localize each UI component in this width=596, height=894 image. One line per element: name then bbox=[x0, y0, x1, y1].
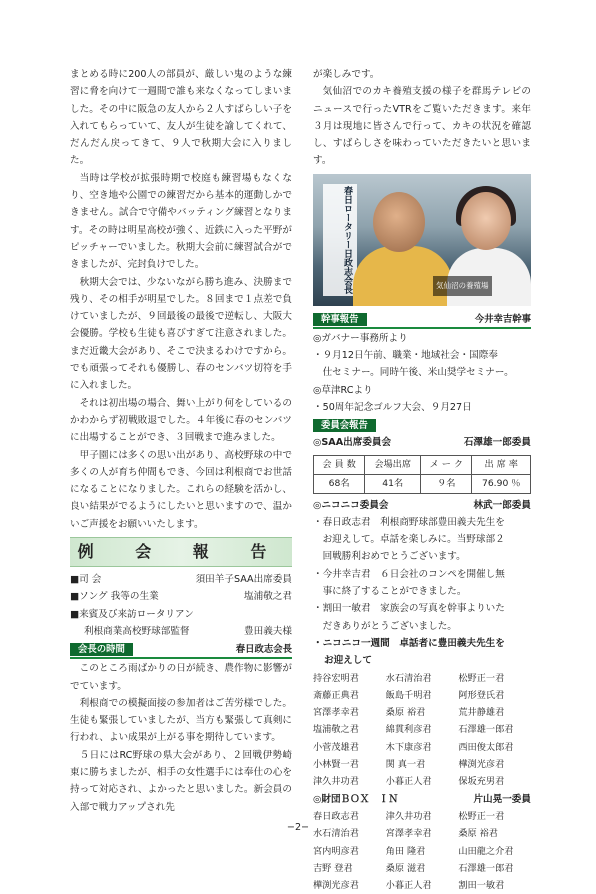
member-name: 津久井功君 bbox=[313, 776, 359, 788]
member-name: 荒井静雄君 bbox=[458, 707, 505, 719]
niko-line: ・今井幸吉君 ６日会社のコンペを開催し無 bbox=[313, 568, 505, 580]
left-paragraph-3: 秋期大会では、少ないながら勝ち進み、決勝まで残り、その相手が明星でした。８回まで１点差で負けていましたが、９回最後の最後で逆転し、大阪大会優勝。学校も生徒も喜びすぎて注意されました。まだ近畿大会があり、そこで決まるわけですから。でも頑張ってそれも優勝し、春のセンバツ切符を手に入れました。 bbox=[70, 276, 292, 392]
member-name: 宮内明彦君 bbox=[313, 845, 359, 857]
member-name: 角田 隆君 bbox=[385, 845, 426, 857]
attendance-header-cell: 会 員 数 bbox=[314, 455, 365, 474]
program-value: 塩浦敬之君 bbox=[244, 591, 292, 603]
member-name: 津久井功君 bbox=[385, 810, 432, 822]
left-paragraph-7: 利根商での模擬面接の参加者はご苦労様でした。生徒も緊張していましたが、当方も緊張して真剣に行われ、よい成果が上がる事を期待しています。 bbox=[70, 697, 292, 744]
attendance-value-cell: 68名 bbox=[314, 474, 365, 493]
member-name: 樺渕光彦君 bbox=[313, 880, 359, 892]
attendance-value-cell: ９名 bbox=[421, 474, 472, 493]
photo-vertical-caption: 春日ロータリー日政志会長 bbox=[323, 184, 357, 296]
secretary-report-tag: 幹事報告 bbox=[313, 313, 367, 326]
member-name: 石澤雄一郎君 bbox=[458, 724, 514, 736]
tv-news-photo bbox=[313, 174, 531, 306]
program-item-host bbox=[70, 571, 292, 588]
member-name: 石澤雄一郎君 bbox=[458, 862, 514, 874]
member-name: 小菅茂雄君 bbox=[313, 741, 359, 753]
member-name: 桑原 裕君 bbox=[385, 707, 426, 719]
niko-line: ・割田一敏君 家族会の写真を幹事よりいた bbox=[313, 603, 505, 615]
member-name: 吉野 登君 bbox=[313, 862, 353, 874]
meeting-report-banner: 例 会 報 告 bbox=[70, 537, 292, 567]
niko-line: 事に終了することができました。 bbox=[313, 586, 467, 598]
member-name: 木下康彦君 bbox=[385, 741, 432, 753]
program-value: 須田羊子SAA出席委員 bbox=[195, 574, 292, 586]
left-paragraph-8: ５日にはRC野球の県大会があり、２回戦伊勢崎東に勝ちましたが、相手の女性選手には奉仕の心を持って対応され、よかったと思いました。新会員の入部で戦力アップされ先 bbox=[70, 749, 292, 813]
left-column bbox=[70, 66, 292, 816]
member-name: 松野正一君 bbox=[458, 810, 505, 822]
member-name: 飯島千明君 bbox=[385, 689, 432, 701]
attendance-value-cell: 76.90 ％ bbox=[472, 474, 531, 493]
right-column bbox=[313, 66, 531, 894]
program-label: ■司 会 bbox=[70, 574, 102, 586]
program-value: 豊田義夫様 bbox=[244, 625, 292, 637]
left-paragraph-5: 甲子園には多くの思い出があり、高校野球の中で多くの人が育ち仲間もでき、今回は利根商でお世話になることになりました。これらの経験を活かし、良い結果がでるようにしたいと思いますので、温かいご声援をお願いいたします。 bbox=[70, 449, 292, 530]
member-name: 関 真一君 bbox=[385, 759, 426, 771]
attendance-value-row bbox=[314, 474, 531, 493]
member-name: 小林賢一君 bbox=[313, 759, 359, 771]
niko-committee-heading bbox=[313, 497, 531, 514]
secretary-name: 今井幸吉幹事 bbox=[474, 313, 531, 325]
program-label: 利根商業高校野球部監督 bbox=[84, 625, 190, 637]
page-number: −2− bbox=[286, 822, 310, 833]
attendance-header-cell: メ ー ク bbox=[421, 455, 472, 474]
photo-caption: 気仙沼の養殖場 bbox=[433, 276, 492, 295]
attendance-header-row bbox=[314, 455, 531, 474]
secretary-line: ◎ガバナー事務所より bbox=[313, 332, 408, 344]
president-name: 春日政志会長 bbox=[235, 644, 292, 656]
niko-line: だきありがとうございました。 bbox=[313, 620, 457, 632]
secretary-line: ・９月12日午前、職業・地域社会・国際奉 bbox=[313, 350, 498, 362]
saa-committee-heading bbox=[313, 434, 531, 451]
member-name: 西田俊太郎君 bbox=[458, 741, 514, 753]
photo-person-head bbox=[373, 192, 425, 252]
member-name: 阿形登氏君 bbox=[458, 689, 505, 701]
niko-line: お迎えして。卓話を楽しみに。当野球部２ bbox=[313, 534, 505, 546]
secretary-line: ・50周年記念ゴルフ大会、９月27日 bbox=[313, 401, 472, 413]
member-name: 宮澤孝幸君 bbox=[385, 828, 432, 840]
member-name: 小暮正人君 bbox=[385, 880, 432, 892]
secretary-report-header bbox=[313, 312, 531, 329]
foundation-box-member: 片山晃一委員 bbox=[473, 793, 531, 805]
member-name: 割田一敏君 bbox=[458, 880, 505, 892]
committee-report-header bbox=[313, 418, 531, 433]
niko-title: ◎ニコニコ委員会 bbox=[313, 499, 389, 511]
niko-line: ・春日政志君 利根商野球部豊田義夫先生を bbox=[313, 516, 505, 528]
secretary-line: 仕セミナー。同時午後、米山奨学セミナー。 bbox=[313, 367, 514, 379]
secretary-line: ◎草津RCより bbox=[313, 384, 373, 396]
member-name: 桑原 裕君 bbox=[458, 828, 498, 840]
attendance-header-cell: 会場出席 bbox=[365, 455, 421, 474]
niko-member: 林武一郎委員 bbox=[473, 499, 531, 511]
attendance-table bbox=[313, 455, 531, 494]
left-paragraph-2: 当時は学校が拡張時期で校庭も練習場もなくなり、空き地や公園での練習だから基本的運動しかできません。試合で守備やバッティング練習となります。その時は明星高校が強く、近鉄に入った平野がピッチャーでいました。秋期大会前に練習試合ができましたが、完封負けでした。 bbox=[70, 172, 292, 271]
member-name: 綿貫利彦君 bbox=[385, 724, 432, 736]
saa-title: ◎SAA出席委員会 bbox=[313, 437, 392, 449]
niko-line: 回戦勝利おめでとうございます。 bbox=[313, 551, 466, 563]
attendance-header-cell: 出 席 率 bbox=[472, 455, 531, 474]
president-time-header bbox=[70, 642, 292, 659]
member-name: 水石清治君 bbox=[313, 828, 359, 840]
program-label: ■来賓及び来訪ロータリアン bbox=[70, 608, 194, 620]
left-paragraph-6: このところ雨ばかりの日が続き、農作物に影響がでています。 bbox=[70, 663, 292, 692]
photo-girl-face bbox=[461, 192, 511, 250]
right-paragraph-2: 気仙沼でのカキ養殖支援の様子を群馬テレビのニュースで行ったVTRをご覧いただきます。来年３月は現地に皆さんで行って、カキの状況を確認し、すばらしさを味わっていただきたいと思います。 bbox=[313, 86, 531, 167]
member-name: 春日政志君 bbox=[313, 810, 359, 822]
member-name: 宮澤孝幸君 bbox=[313, 707, 359, 719]
left-paragraph-1: まとめる時に200人の部員が、厳しい鬼のような練習に脅を向けて一週間で誰も来なくなってしまいました。その中に阪急の友人から２人すばらしい子を入れてもらっていて、友人が生徒を諭してくれて、だんだん戻ってきて、９人で秋期大会に入りました。 bbox=[70, 69, 292, 167]
member-name: 塩浦敬之君 bbox=[313, 724, 359, 736]
member-name: 水石清治君 bbox=[385, 672, 432, 684]
niko-weekly-names bbox=[313, 670, 531, 791]
left-paragraph-4: それは初出場の場合、舞い上がり何をしているのかわからず初戦敗退でした。４年後に春のセンバツに出場することができ、３回戦まで進みました。 bbox=[70, 397, 292, 444]
member-name: 山田龍之介君 bbox=[458, 845, 514, 857]
member-name: 桑原 滋君 bbox=[385, 862, 426, 874]
committee-report-tag: 委員会報告 bbox=[313, 419, 376, 432]
member-name: 持谷宏明君 bbox=[313, 672, 359, 684]
member-name: 樺渕光彦君 bbox=[458, 759, 505, 771]
member-name: 保坂充男君 bbox=[458, 776, 505, 788]
saa-member: 石澤雄一郎委員 bbox=[463, 437, 531, 449]
niko-weekly-title-2: お迎えして bbox=[324, 655, 372, 667]
member-name: 松野正一君 bbox=[458, 672, 505, 684]
foundation-box-heading bbox=[313, 791, 531, 808]
niko-weekly-title: ・ニコニコ一週間 卓話者に豊田義夫先生を bbox=[313, 637, 505, 649]
program-label: ■ソング 我等の生業 bbox=[70, 591, 159, 603]
attendance-value-cell: 41名 bbox=[365, 474, 421, 493]
right-paragraph-1: が楽しみです。 bbox=[313, 69, 380, 80]
foundation-box-title: ◎財団ＢＯＸ ＩＮ bbox=[313, 793, 399, 805]
foundation-box-names bbox=[313, 808, 531, 894]
program-item-guests bbox=[70, 606, 292, 623]
member-name: 小暮正人君 bbox=[385, 776, 432, 788]
president-time-tag: 会長の時間 bbox=[70, 643, 133, 656]
member-name: 斎藤正典君 bbox=[313, 689, 359, 701]
program-item-song bbox=[70, 588, 292, 605]
program-item-guest-name bbox=[70, 623, 292, 640]
